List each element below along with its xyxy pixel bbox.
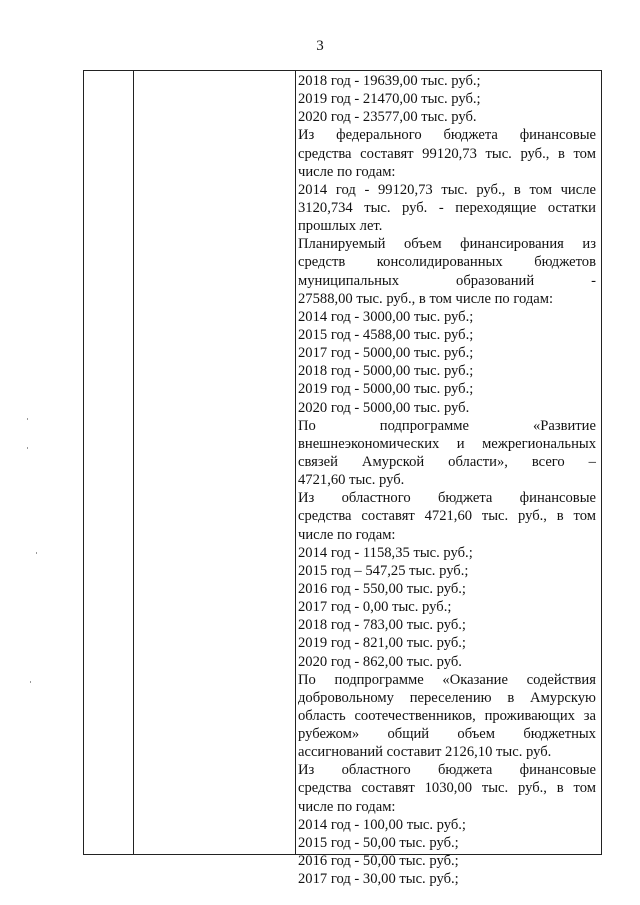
text-word: консолидированных: [376, 254, 503, 271]
text-word: тыс.: [481, 780, 509, 797]
text-word: в: [513, 181, 521, 198]
text-line: 4721,60 тыс. руб.: [298, 472, 405, 489]
funding-text-cell: [298, 72, 596, 888]
scan-artifact: [27, 447, 28, 449]
text-word: тыс.: [481, 508, 509, 525]
text-line: [298, 453, 596, 471]
text-word: Из: [298, 127, 315, 144]
text-word: бюджета: [443, 127, 498, 144]
text-line: 2014 год - 1158,35 тыс. руб.;: [298, 544, 473, 561]
text-word: подпрограмме: [379, 417, 470, 434]
text-line: 2015 год - 50,00 тыс. руб.;: [298, 834, 459, 851]
text-word: -: [438, 199, 444, 216]
text-line: 2020 год - 5000,00 тыс. руб.: [298, 399, 470, 416]
text-word: составят: [361, 780, 415, 797]
text-word: руб.,: [518, 508, 547, 525]
text-word: 4721,60: [424, 508, 473, 525]
text-word: «Развитие: [532, 417, 596, 434]
scan-artifact: [30, 681, 31, 683]
text-word: руб.,: [518, 780, 547, 797]
text-line: 2015 год – 547,25 тыс. руб.;: [298, 562, 469, 579]
text-word: муниципальных: [298, 272, 400, 289]
text-word: бюджетов: [534, 254, 596, 271]
text-word: содействия: [526, 671, 596, 688]
text-line: [298, 272, 596, 290]
text-line: 2018 год - 19639,00 тыс. руб.;: [298, 73, 481, 89]
text-word: -: [591, 272, 596, 289]
text-word: 99120,73: [377, 181, 433, 198]
text-word: областного: [341, 490, 411, 507]
text-line: [298, 181, 596, 199]
text-word: -: [364, 181, 370, 198]
text-word: 2014: [298, 181, 328, 198]
text-line: [298, 199, 596, 217]
text-word: в: [557, 145, 565, 162]
text-word: 3120,734: [298, 199, 353, 216]
text-word: составят: [361, 508, 415, 525]
text-word: объем: [457, 726, 496, 743]
text-word: 99120,73: [422, 145, 477, 162]
scan-artifact: [27, 418, 28, 420]
text-word: межрегиональных: [482, 435, 596, 452]
text-line: [298, 489, 596, 507]
text-word: внешнеэкономических: [298, 435, 440, 452]
text-word: остатки: [547, 199, 596, 216]
text-word: руб.,: [520, 145, 550, 162]
text-line: 2016 год - 50,00 тыс. руб.;: [298, 853, 459, 870]
text-line: [298, 435, 596, 453]
text-line: ассигнований составит 2126,10 тыс. руб.: [298, 744, 552, 761]
text-line: числе по годам:: [298, 526, 396, 543]
text-word: всего: [531, 453, 565, 470]
text-word: Амурскую: [530, 689, 596, 706]
text-word: финансовые: [519, 762, 596, 779]
text-word: соотечественников,: [354, 707, 476, 724]
text-word: тыс.: [485, 145, 512, 162]
text-line: 2017 год - 30,00 тыс. руб.;: [298, 871, 459, 888]
text-word: Из: [298, 762, 315, 779]
text-line: 2018 год - 783,00 тыс. руб.;: [298, 617, 466, 634]
text-word: проживающих: [484, 707, 575, 724]
text-line: числе по годам:: [298, 798, 396, 815]
text-word: объем: [403, 236, 442, 253]
text-word: финансирования: [460, 236, 564, 253]
text-word: 1030,00: [424, 780, 473, 797]
text-word: том: [573, 508, 596, 525]
text-line: [298, 417, 596, 435]
text-line: 2017 год - 0,00 тыс. руб.;: [298, 599, 452, 616]
text-line: числе по годам:: [298, 163, 396, 180]
text-word: «Оказание: [442, 671, 508, 688]
text-word: связей: [298, 453, 338, 470]
text-line: [298, 779, 596, 797]
text-line: [298, 126, 596, 144]
text-word: том: [529, 181, 552, 198]
text-word: добровольному: [298, 689, 394, 706]
text-line: [298, 253, 596, 271]
text-word: бюджетных: [523, 726, 596, 743]
text-line: [298, 725, 596, 743]
text-word: тыс.: [364, 199, 391, 216]
text-word: год: [335, 181, 356, 198]
text-word: средства: [298, 508, 352, 525]
text-line: 2019 год - 5000,00 тыс. руб.;: [298, 381, 474, 398]
text-word: финансовые: [519, 127, 596, 144]
text-line: [298, 145, 596, 163]
text-line: 2015 год - 4588,00 тыс. руб.;: [298, 326, 474, 343]
table-column-divider: [133, 71, 134, 854]
text-word: общий: [387, 726, 430, 743]
text-word: из: [582, 236, 596, 253]
text-word: руб.,: [476, 181, 506, 198]
text-word: областного: [341, 762, 411, 779]
text-line: 2018 год - 5000,00 тыс. руб.;: [298, 363, 474, 380]
text-word: области»,: [448, 453, 508, 470]
text-line: 2017 год - 5000,00 тыс. руб.;: [298, 345, 474, 362]
text-word: По: [298, 417, 316, 434]
text-word: составят: [360, 145, 414, 162]
text-word: Из: [298, 490, 315, 507]
text-word: подпрограмме: [334, 671, 424, 688]
text-word: бюджета: [437, 762, 493, 779]
text-word: том: [573, 780, 596, 797]
text-word: средства: [298, 145, 352, 162]
text-line: [298, 235, 596, 253]
text-word: в: [556, 780, 564, 797]
text-word: Амурской: [361, 453, 425, 470]
text-line: [298, 507, 596, 525]
text-line: 2019 год - 21470,00 тыс. руб.;: [298, 91, 481, 108]
text-word: за: [583, 707, 596, 724]
text-word: средств: [298, 254, 346, 271]
text-word: область: [298, 707, 346, 724]
scan-artifact: [36, 552, 37, 554]
text-word: том: [573, 145, 596, 162]
text-word: рубежом»: [298, 726, 360, 743]
text-line: 2019 год - 821,00 тыс. руб.;: [298, 635, 466, 652]
text-line: 2020 год - 862,00 тыс. руб.: [298, 653, 462, 670]
text-word: федерального: [336, 127, 422, 144]
text-word: в: [556, 508, 564, 525]
text-line: 2014 год - 100,00 тыс. руб.;: [298, 816, 466, 833]
text-word: По: [298, 671, 316, 688]
text-line: [298, 707, 596, 725]
text-word: руб.: [402, 199, 428, 216]
text-line: 2016 год - 550,00 тыс. руб.;: [298, 580, 466, 597]
text-word: бюджета: [437, 490, 493, 507]
text-line: [298, 671, 596, 689]
text-word: переходящие: [455, 199, 537, 216]
table-column-divider: [295, 71, 296, 854]
text-word: финансовые: [519, 490, 596, 507]
text-line: [298, 761, 596, 779]
text-word: и: [456, 435, 465, 452]
text-word: образований: [456, 272, 535, 289]
text-line: 2014 год - 3000,00 тыс. руб.;: [298, 308, 474, 325]
text-word: числе: [560, 181, 596, 198]
text-line: прошлых лет.: [298, 218, 383, 235]
page-number: 3: [316, 38, 324, 54]
text-line: [298, 689, 596, 707]
text-word: средства: [298, 780, 352, 797]
text-word: Планируемый: [298, 236, 386, 253]
text-line: 27588,00 тыс. руб., в том числе по годам:: [298, 290, 554, 307]
text-word: –: [588, 453, 596, 470]
text-line: 2020 год - 23577,00 тыс. руб.: [298, 109, 477, 126]
text-word: в: [507, 689, 515, 706]
text-word: тыс.: [441, 181, 468, 198]
text-word: переселению: [409, 689, 492, 706]
